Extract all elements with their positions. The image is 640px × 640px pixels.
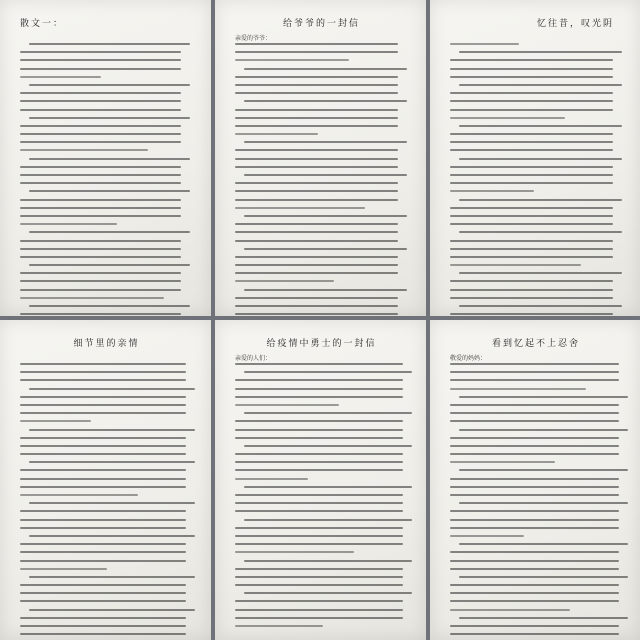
text-line [450, 248, 613, 250]
text-line [244, 412, 412, 414]
text-line [20, 568, 107, 570]
text-line [450, 494, 619, 496]
text-line [20, 100, 181, 102]
text-line [450, 166, 613, 168]
text-line [20, 600, 186, 602]
text-line [450, 280, 613, 282]
document-salutation: 亲爱的爷爷： [235, 35, 272, 42]
text-line [244, 68, 407, 70]
document-title: 忆往昔，叹光阴 [536, 19, 614, 29]
text-line [20, 469, 186, 471]
text-line [450, 133, 613, 135]
text-line [20, 149, 148, 151]
text-line [235, 76, 398, 78]
text-line [459, 84, 622, 86]
text-line [235, 576, 403, 578]
text-line [20, 182, 181, 184]
text-line [450, 182, 613, 184]
text-line [235, 149, 398, 151]
document-salutation [450, 34, 622, 43]
text-line [235, 231, 398, 233]
text-line [244, 486, 412, 488]
text-line [235, 437, 403, 439]
document-salutation [20, 354, 193, 363]
document-salutation [20, 34, 193, 43]
text-line [450, 149, 613, 151]
text-line [450, 568, 619, 570]
text-line [29, 535, 195, 537]
text-line [235, 207, 365, 209]
text-line [20, 297, 164, 299]
document-salutation: 亲爱的人们： [235, 355, 272, 362]
text-line [459, 502, 628, 504]
text-line [235, 158, 398, 160]
text-line [450, 437, 619, 439]
text-line [235, 584, 403, 586]
text-line [20, 437, 186, 439]
text-line [450, 256, 613, 258]
text-line [20, 584, 186, 586]
text-line [20, 207, 181, 209]
text-line [235, 625, 323, 627]
document-body [450, 363, 622, 640]
text-line [235, 404, 339, 406]
text-line [244, 248, 407, 250]
text-line [235, 379, 403, 381]
text-line [235, 420, 403, 422]
text-line [450, 609, 570, 611]
text-line [20, 51, 181, 53]
text-line [235, 223, 398, 225]
text-line [450, 371, 619, 373]
text-line [459, 429, 628, 431]
text-line [235, 190, 398, 192]
text-line [20, 510, 186, 512]
text-line [20, 133, 181, 135]
text-line [20, 633, 186, 635]
text-line [450, 190, 534, 192]
text-line [235, 51, 398, 53]
text-line [235, 182, 398, 184]
document-photo-3 [430, 0, 640, 316]
text-line [20, 256, 181, 258]
document-title: 给爷爷的一封信 [282, 19, 360, 29]
document-title: 细节里的亲情 [73, 339, 140, 349]
text-line [450, 600, 619, 602]
text-line [244, 215, 407, 217]
text-line [450, 109, 613, 111]
text-line [235, 84, 398, 86]
text-line [29, 158, 190, 160]
text-line [20, 486, 186, 488]
text-line [459, 125, 622, 127]
document-title: 给疫情中勇士的一封信 [266, 339, 377, 349]
text-line [450, 461, 555, 463]
text-line [450, 584, 619, 586]
document-sheet [8, 8, 203, 310]
text-line [20, 313, 181, 315]
text-line [20, 453, 186, 455]
text-line [20, 248, 181, 250]
text-line [450, 486, 619, 488]
text-line [29, 117, 190, 119]
text-line [244, 289, 407, 291]
text-line [235, 199, 398, 201]
text-line [450, 379, 619, 381]
text-line [20, 59, 181, 61]
text-line [20, 289, 181, 291]
text-line [20, 280, 181, 282]
text-line [29, 429, 195, 431]
text-line [20, 76, 101, 78]
text-line [450, 412, 619, 414]
text-line [29, 461, 195, 463]
text-line [235, 363, 403, 365]
text-line [450, 453, 619, 455]
text-line [235, 388, 403, 390]
text-line [20, 625, 186, 627]
text-line [235, 609, 403, 611]
text-line [235, 469, 403, 471]
text-line [20, 445, 186, 447]
text-line [20, 240, 181, 242]
text-line [235, 494, 403, 496]
text-line [450, 100, 613, 102]
text-line [235, 453, 403, 455]
text-line [20, 551, 186, 553]
document-body [235, 363, 408, 627]
text-line [450, 215, 613, 217]
document-sheet [438, 328, 632, 634]
text-line [459, 231, 622, 233]
text-line [450, 404, 619, 406]
document-photo-6 [430, 320, 640, 640]
text-line [20, 68, 181, 70]
text-line [29, 305, 190, 307]
text-line [244, 592, 412, 594]
text-line [235, 297, 398, 299]
text-line [235, 264, 398, 266]
document-body [20, 363, 193, 640]
text-line [450, 289, 613, 291]
text-line [244, 519, 412, 521]
text-line [244, 174, 407, 176]
text-line [235, 166, 398, 168]
text-line [450, 420, 619, 422]
text-line [235, 461, 403, 463]
text-line [450, 207, 613, 209]
text-line [235, 92, 398, 94]
text-line [235, 117, 398, 119]
text-line [450, 625, 619, 627]
text-line [29, 502, 195, 504]
document-body [450, 43, 622, 316]
text-line [29, 43, 190, 45]
text-line [20, 543, 186, 545]
text-line [244, 371, 412, 373]
text-line [20, 527, 186, 529]
document-sheet [223, 328, 418, 634]
text-line [450, 527, 619, 529]
text-line [20, 519, 186, 521]
text-line [235, 527, 403, 529]
text-line [459, 51, 622, 53]
text-line [20, 199, 181, 201]
text-line [20, 215, 181, 217]
text-line [235, 133, 318, 135]
text-line [20, 494, 138, 496]
text-line [450, 223, 613, 225]
text-line [235, 313, 398, 315]
text-line [244, 445, 412, 447]
document-sheet [223, 8, 418, 310]
text-line [450, 313, 613, 315]
text-line [450, 92, 613, 94]
document-photo-2 [215, 0, 426, 316]
text-line [235, 305, 398, 307]
text-line [459, 396, 628, 398]
text-line [20, 396, 186, 398]
document-photo-4 [0, 320, 211, 640]
text-line [20, 92, 181, 94]
text-line [235, 568, 403, 570]
document-body [235, 43, 408, 315]
text-line [235, 125, 398, 127]
text-line [459, 305, 622, 307]
document-title: 散文一： [20, 19, 65, 29]
text-line [29, 264, 190, 266]
text-line [450, 76, 613, 78]
text-line [235, 272, 398, 274]
text-line [235, 502, 403, 504]
text-line [235, 396, 403, 398]
text-line [450, 519, 619, 521]
text-line [29, 84, 190, 86]
text-line [235, 429, 403, 431]
text-line [20, 420, 91, 422]
text-line [20, 478, 186, 480]
text-line [235, 240, 398, 242]
text-line [235, 280, 334, 282]
text-line [235, 510, 403, 512]
text-line [20, 166, 181, 168]
text-line [20, 223, 117, 225]
text-line [20, 125, 181, 127]
text-line [20, 109, 181, 111]
document-body [20, 43, 193, 316]
text-line [450, 592, 619, 594]
text-line [20, 363, 186, 365]
text-line [450, 117, 565, 119]
text-line [450, 240, 613, 242]
text-line [459, 158, 622, 160]
text-line [235, 109, 398, 111]
text-line [450, 478, 619, 480]
text-line [450, 560, 619, 562]
text-line [450, 445, 619, 447]
text-line [20, 560, 186, 562]
text-line [450, 59, 613, 61]
text-line [235, 256, 398, 258]
document-salutation: 敬爱的妈妈： [450, 355, 487, 362]
text-line [450, 141, 613, 143]
text-line [235, 551, 354, 553]
text-line [450, 297, 613, 299]
text-line [235, 478, 308, 480]
text-line [20, 141, 181, 143]
text-line [459, 576, 628, 578]
text-line [29, 609, 195, 611]
text-line [244, 100, 407, 102]
text-line [29, 576, 195, 578]
text-line [450, 633, 619, 635]
text-line [244, 141, 407, 143]
text-line [450, 174, 613, 176]
document-photo-5 [215, 320, 426, 640]
text-line [235, 617, 403, 619]
text-line [450, 535, 524, 537]
text-line [450, 363, 619, 365]
text-line [29, 190, 190, 192]
text-line [20, 371, 186, 373]
document-sheet [8, 328, 203, 634]
text-line [20, 412, 186, 414]
text-line [244, 560, 412, 562]
text-line [450, 388, 586, 390]
text-line [459, 199, 622, 201]
text-line [450, 551, 619, 553]
text-line [459, 272, 622, 274]
text-line [459, 543, 628, 545]
text-line [450, 510, 619, 512]
text-line [450, 68, 613, 70]
document-title: 看到忆起不上忍舍 [491, 339, 580, 349]
text-line [235, 543, 403, 545]
text-line [459, 617, 628, 619]
text-line [20, 617, 186, 619]
text-line [20, 404, 186, 406]
text-line [459, 469, 628, 471]
text-line [29, 231, 190, 233]
text-line [20, 174, 181, 176]
text-line [29, 388, 195, 390]
text-line [235, 59, 349, 61]
text-line [450, 264, 581, 266]
text-line [20, 592, 186, 594]
text-line [20, 272, 181, 274]
text-line [235, 600, 403, 602]
text-line [20, 379, 186, 381]
document-photo-1 [0, 0, 211, 316]
text-line [235, 43, 398, 45]
text-line [235, 535, 403, 537]
text-line [450, 43, 519, 45]
document-sheet [438, 8, 632, 310]
